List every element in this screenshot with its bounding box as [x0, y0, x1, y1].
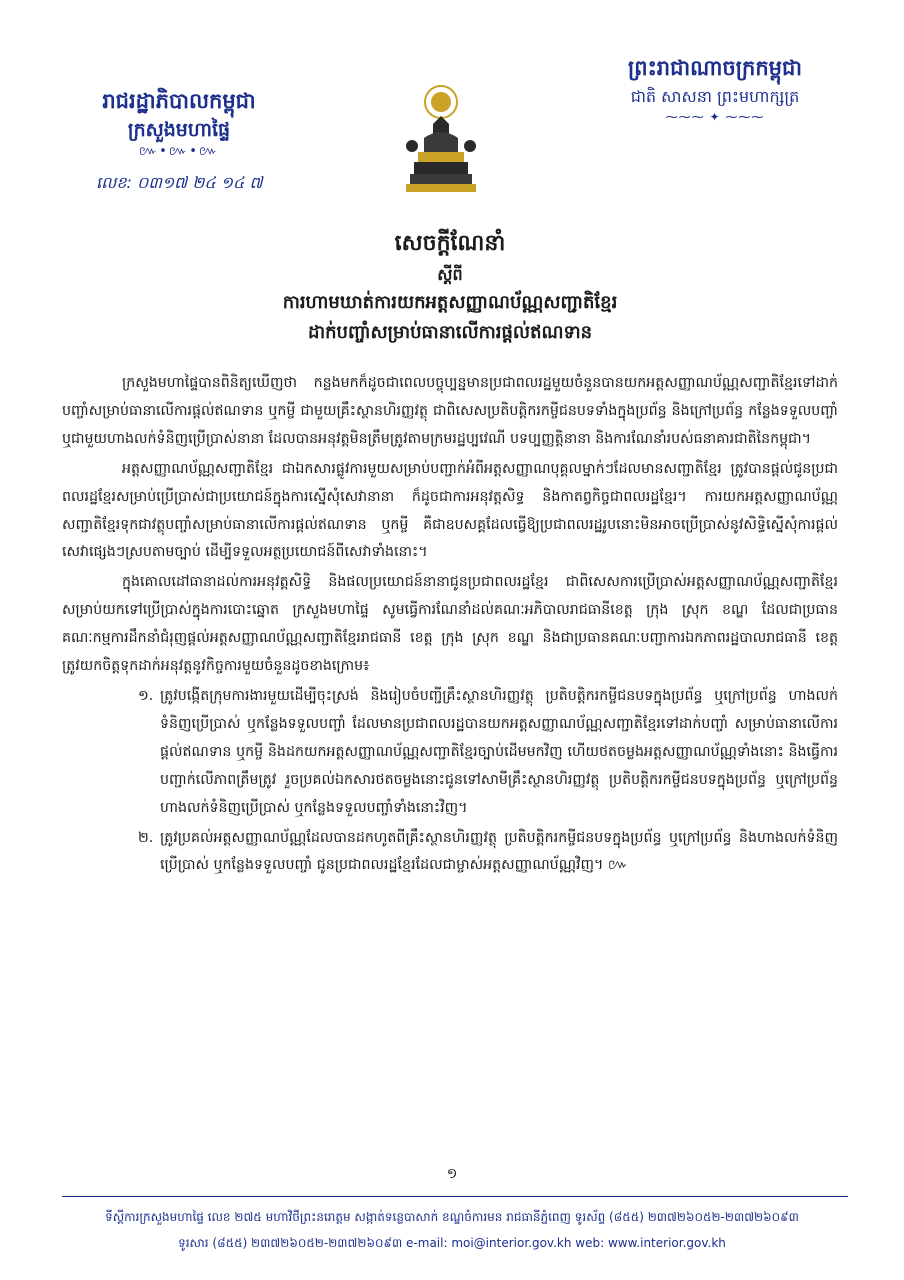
footer — [40, 1204, 864, 1256]
reference-number: លេខ: ០៣១៧ ២៤ ១៤ ៧ — [96, 173, 263, 192]
document-titles — [150, 226, 750, 348]
list-item — [62, 683, 838, 823]
body-paragraph: អត្តសញ្ញាណប័ណ្ណសញ្ជាតិខ្មែរ ជាឯកសារផ្លូវការមួយសម្រាប់បញ្ជាក់អំពីអត្តសញ្ញាណបុគ្គលម្នាក់ៗដែលមានសញ្ជាតិខ្មែរ ត្រូវបានផ្តល់ជូនប្រជាពលរដ្ឋខ្មែរសម្រាប់ប្រើប្រាស់ជាប្រយោជន៍ក្នុងការស្នើសុំសេវានានា ក៏ដូចជាការអនុវត្តសិទ្ធ និងកាតព្វកិច្ចជាពលរដ្ឋខ្មែរ។ ការយកអត្តសញ្ញាណប័ណ្ណសញ្ជាតិខ្មែរទុកជាវត្ថុបញ្ចាំសម្រាប់ធានាលើការផ្តល់ឥណទាន ឬកម្ចី គឺជាឧបសគ្គដែលធ្វើឱ្យប្រជាពលរដ្ឋរូបនោះមិនអាចប្រើប្រាស់នូវសិទ្ធិស្នើសុំការផ្តល់សេវាផ្សេងៗស្របតាមច្បាប់ ដើម្បីទទួលអត្ថប្រយោជន៍ពីសេវាទាំងនោះ។ — [62, 460, 838, 561]
list-item — [62, 825, 838, 881]
page-number: ១ — [446, 1166, 458, 1182]
kingdom-ornament: ⁓⁓⁓ ✦ ⁓⁓⁓ — [665, 110, 765, 124]
ministry-name: ក្រសួងមហាផ្ទៃ — [127, 119, 231, 141]
body-paragraph: ក្នុងគោលដៅធានាដល់ការអនុវត្តសិទ្ធិ និងផលប្រយោជន៍នានាជូនប្រជាពលរដ្ឋខ្មែរ ជាពិសេសការប្រើប្រាស់អត្តសញ្ញាណប័ណ្ណសញ្ជាតិខ្មែរសម្រាប់យកទៅប្រើប្រាស់ក្នុងការបោះឆ្នោត ក្រសួងមហាផ្ទៃ សូមធ្វើការណែនាំដល់គណៈអភិបាលរាជធានីខេត្ត ក្រុង ស្រុក ខណ្ឌ ដែលជាប្រធានគណៈកម្មការដឹកនាំជំរុញផ្តល់អត្តសញ្ញាណប័ណ្ណសញ្ជាតិខ្មែររាជធានី ខេត្ត ក្រុង ស្រុក ខណ្ឌ និងជាប្រធានគណៈបញ្ជាការឯកភាពរដ្ឋបាលរាជធានី ខេត្ត ត្រូវយកចិត្តទុកដាក់អនុវត្តនូវកិច្ចការមួយចំនួនដូចខាងក្រោម៖ — [62, 574, 838, 675]
footer-contact: ទូរសារ (៨៥៥) ២៣៧២៦០៥២-២៣៧២៦០៩៣ e-mail: moi@interior.gov.kh web: www.interior.gov.kh — [178, 1236, 726, 1250]
list-item-text: ត្រូវបង្កើតក្រុមការងារមួយដើម្បីចុះស្រង់ និងរៀបចំបញ្ជីគ្រឹះស្ថានហិរញ្ញវត្ថុ ប្រតិបត្តិករកម្ចីជនបទក្នុងប្រព័ន្ធ ឬក្រៅប្រព័ន្ធ ហាងលក់ទំនិញប្រើប្រាស់ ឬកន្លែងទទួលបញ្ចាំ ដែលមានប្រជាពលរដ្ឋបានយកអត្តសញ្ញាណប័ណ្ណសញ្ជាតិខ្មែរទៅដាក់បញ្ចាំ សម្រាប់ធានាលើការផ្តល់ឥណទាន ឬកម្ចី និងដកយកអត្តសញ្ញាណប័ណ្ណសញ្ជាតិខ្មែរច្បាប់ដើមមកវិញ ហើយថតចម្លងអត្តសញ្ញាណប័ណ្ណទាំងនោះ និងធ្វើការបញ្ជាក់លើភាពត្រឹមត្រូវ រួចប្រគល់ឯកសារថតចម្លងនោះជូនទៅសាមីគ្រឹះស្ថានហិរញ្ញវត្ថុ ប្រតិបត្តិករកម្ចីជនបទក្នុងប្រព័ន្ធ ឬក្រៅប្រព័ន្ធ ហាងលក់ទំនិញប្រើប្រាស់ ឬកន្លែងទទួលបញ្ចាំទាំងនោះវិញ។ — [160, 687, 838, 816]
kingdom-header — [590, 52, 840, 124]
royal-emblem-icon — [398, 80, 484, 200]
list-item-number: ២. — [138, 829, 154, 846]
list-item-number: ១. — [138, 687, 154, 704]
ministry-ornament: ៚•៚•៚ — [138, 144, 220, 159]
document-title: សេចក្តីណែនាំ — [394, 231, 506, 256]
kingdom-name: ព្រះរាជាណាចក្រកម្ពុជា — [627, 56, 802, 80]
national-motto: ជាតិ សាសនា ព្រះមហាក្សត្រ — [630, 87, 800, 106]
document-body — [62, 370, 838, 882]
footer-divider — [62, 1196, 848, 1197]
document-subtitle: ស្តីពី — [437, 265, 463, 284]
footer-address: ទីស្តីការក្រសួងមហាផ្ទៃ លេខ ២៧៥ មហាវិថីព្រះនរោត្តម សង្កាត់ទន្លេបាសាក់ ខណ្ឌចំការមន រាជធានីភ្នំពេញ ទូរស័ព្ទ (៨៥៥) ២៣៧២៦០៥២-២៣៧២៦០៩៣ — [105, 1210, 799, 1224]
body-paragraph: ក្រសួងមហាផ្ទៃបានពិនិត្យឃើញថា កន្លងមកក៏ដូចជាពេលបច្ចុប្បន្នមានប្រជាពលរដ្ឋមួយចំនួនបានយកអត្តសញ្ញាណប័ណ្ណសញ្ជាតិខ្មែរទៅដាក់បញ្ចាំសម្រាប់ធានាលើការផ្តល់ឥណទាន ឬកម្ចី ជាមួយគ្រឹះស្ថានហិរញ្ញវត្ថុ ជាពិសេសប្រតិបត្តិករកម្ចីជនបទទាំងក្នុងប្រព័ន្ធ និងក្រៅប្រព័ន្ធ កន្លែងទទួលបញ្ចាំ ឬជាមួយហាងលក់ទំនិញប្រើប្រាស់នានា ដែលបានអនុវត្តមិនត្រឹមត្រូវតាមក្រមរដ្ឋប្បវេណី បទប្បញ្ញត្តិនានា និងការណែនាំរបស់ធនាគារជាតិនៃកម្ពុជា។ — [62, 375, 838, 447]
document-heading-line2: ដាក់បញ្ចាំសម្រាប់ធានាលើការផ្តល់ឥណទាន — [307, 322, 593, 343]
ministry-header — [64, 86, 294, 160]
government-name: រាជរដ្ឋាភិបាលកម្ពុជា — [102, 89, 256, 113]
document-heading-line1: ការហាមឃាត់ការយកអត្តសញ្ញាណប័ណ្ណសញ្ជាតិខ្មែរ — [282, 292, 618, 313]
list-item-text: ត្រូវប្រគល់អត្តសញ្ញាណប័ណ្ណដែលបានដកហូតពីគ្រឹះស្ថានហិរញ្ញវត្ថុ ប្រតិបត្តិករកម្ចីជនបទក្នុងប្រព័ន្ធ ឬក្រៅប្រព័ន្ធ និងហាងលក់ទំនិញប្រើប្រាស់ ឬកន្លែងទទួលបញ្ចាំ ជូនប្រជាពលរដ្ឋខ្មែរដែលជាម្ចាស់អត្តសញ្ញាណប័ណ្ណវិញ។ ៚ — [160, 829, 838, 874]
